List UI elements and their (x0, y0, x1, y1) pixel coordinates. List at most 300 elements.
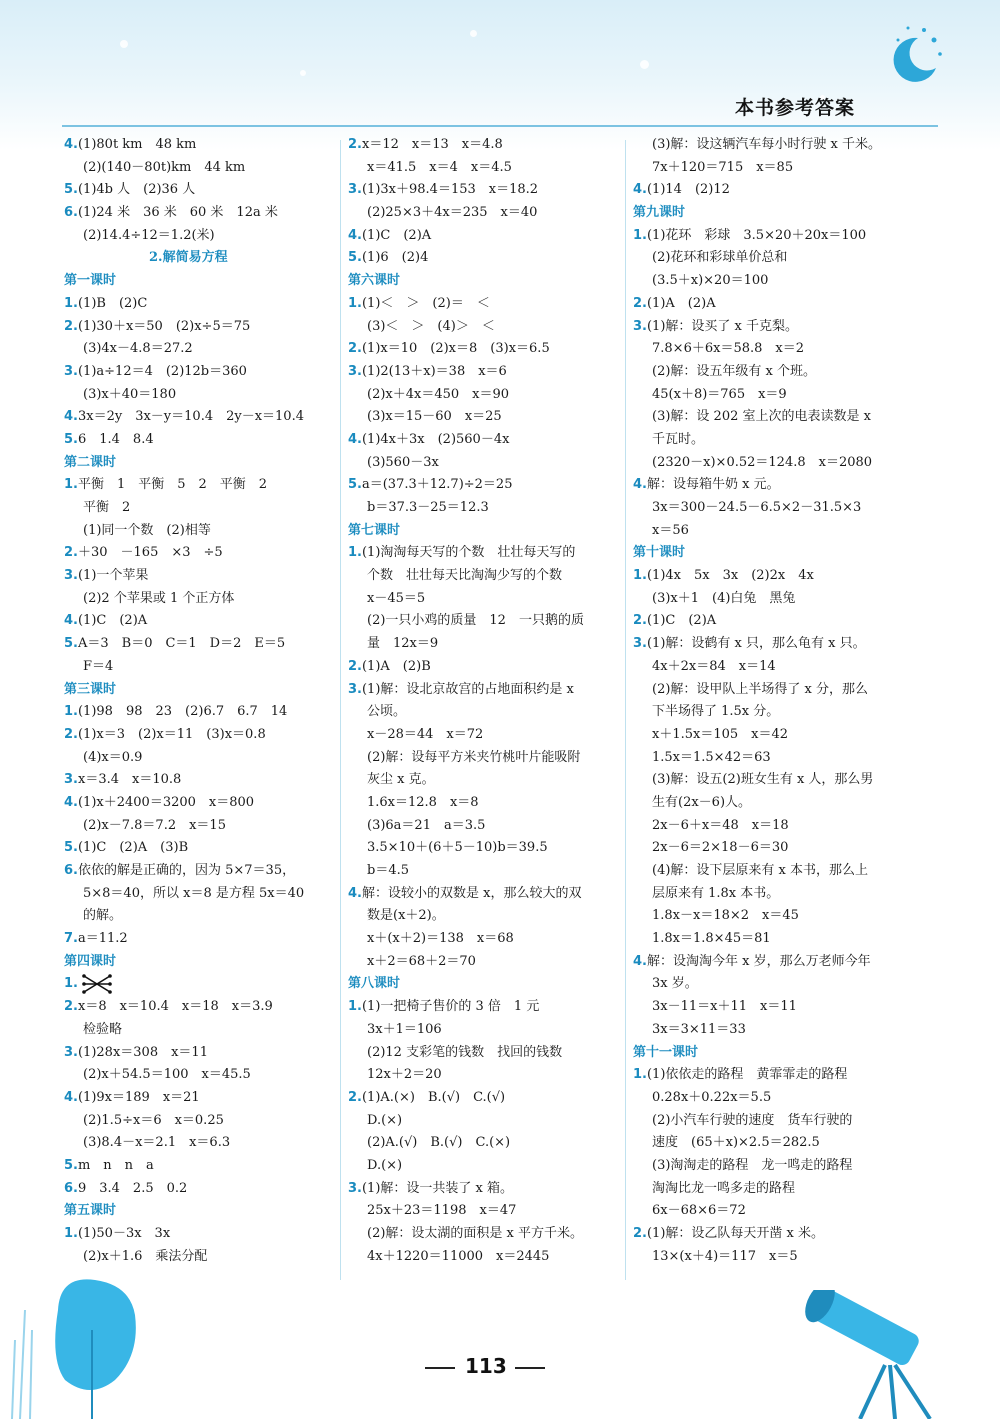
answer-item (633, 225, 933, 248)
answer-line (633, 928, 933, 951)
item-number: 3. (64, 772, 78, 788)
answer-text: A＝3 B＝0 C＝1 D＝2 E＝5 (77, 636, 286, 652)
answer-line (633, 270, 933, 293)
page-number: 113 (465, 1354, 507, 1378)
answer-text: 45(x＋8)＝765 x＝9 (652, 386, 787, 402)
answer-text: (2320－x)×0.52＝124.8 x＝2080 (652, 454, 873, 470)
answer-text: 12x＋2＝20 (367, 1067, 442, 1083)
answer-text: 灰尘 x 克。 (367, 772, 435, 788)
answer-text: 3x－11＝x＋11 x＝11 (652, 999, 797, 1015)
answer-line (633, 1132, 933, 1155)
item-number: 2. (348, 137, 362, 152)
answer-line (348, 588, 618, 611)
answer-text: 6x－68×6＝72 (652, 1203, 746, 1219)
answer-item (348, 134, 618, 157)
answer-text: (1)a÷12＝4 (2)12b＝360 (77, 363, 247, 379)
answer-text: (3)解：设这辆汽车每小时行驶 x 千米。 (652, 137, 882, 152)
answer-text: x＋1.5x＝105 x＝42 (652, 726, 789, 742)
answer-item (64, 474, 334, 497)
answer-line (348, 406, 618, 429)
item-number: 1. (348, 545, 362, 561)
answer-line (64, 588, 334, 611)
answer-line (633, 157, 933, 180)
answer-text: 4x＋1220＝11000 x＝2445 (367, 1248, 550, 1264)
answer-text: (1)一把椅子售价的 3 倍 1 元 (361, 999, 540, 1015)
answer-text: 淘淘比龙一鸣多走的路程 (652, 1180, 796, 1196)
answer-line (633, 1246, 933, 1269)
answer-text: (3)x＋1 (4)白兔 黑兔 (652, 590, 796, 606)
answer-text: (1)依依走的路程 黄霏霏走的路程 (646, 1067, 848, 1083)
moon-icon (878, 20, 948, 90)
item-number: 2. (348, 658, 362, 674)
answer-line (633, 452, 933, 475)
answer-text: (1)50－3x 3x (77, 1226, 171, 1241)
answer-text: (2)12 支彩笔的钱数 找回的钱数 (367, 1044, 563, 1060)
lamp-illustration (0, 1270, 170, 1419)
answer-line (64, 1064, 334, 1087)
answer-item (633, 610, 933, 633)
answer-line (348, 1042, 618, 1065)
answer-item (348, 1178, 618, 1201)
answer-item (633, 565, 933, 588)
answer-item (633, 316, 933, 339)
answer-line (348, 701, 618, 724)
answer-line (348, 565, 618, 588)
answer-text: (1)x＋2400＝3200 x＝800 (77, 794, 255, 810)
answer-text: 1.6x＝12.8 x＝8 (367, 794, 479, 810)
answer-text: (3)6a＝21 a＝3.5 (367, 817, 486, 833)
answer-item (348, 656, 618, 679)
item-number: 1. (64, 976, 78, 992)
section-heading: 第九课时 (633, 205, 686, 221)
answer-line (633, 247, 933, 270)
answer-text: 7x＋120＝715 x＝85 (652, 159, 794, 175)
answer-line (64, 497, 334, 520)
answer-item (348, 361, 618, 384)
answer-text: (3)x＝15－60 x＝25 (367, 409, 502, 425)
snow-dot (640, 60, 649, 69)
answer-line (64, 157, 334, 180)
answer-text: 5×8＝40，所以 x＝8 是方程 5x＝40 (83, 885, 305, 901)
column-divider (340, 140, 341, 1280)
answer-item (348, 338, 618, 361)
answer-text: (1)6 (2)4 (361, 250, 429, 266)
item-number: 1. (64, 477, 78, 493)
answer-line (633, 134, 933, 157)
answer-text: (2)解：设太湖的面积是 x 平方千米。 (367, 1226, 584, 1241)
answer-text: x＋2＝68＋2＝70 (367, 953, 476, 969)
answer-line (348, 1246, 618, 1269)
answer-line (348, 384, 618, 407)
answer-text: (3)解：设五(2)班女生有 x 人，那么男 (652, 772, 874, 788)
answer-line (348, 928, 618, 951)
answer-text: 个数 壮壮每天比淘淘少写的个数 (367, 568, 563, 584)
answer-item (64, 792, 334, 815)
answer-line (64, 338, 334, 361)
answer-text: (1)一个苹果 (77, 568, 149, 584)
answer-line (348, 792, 618, 815)
answer-line (64, 1019, 334, 1042)
answer-column-3 (633, 134, 933, 1268)
answer-item (64, 701, 334, 724)
answer-column-1 (64, 134, 334, 1268)
item-number: 2. (633, 613, 647, 629)
answer-item (348, 883, 618, 906)
snow-dot (120, 40, 128, 48)
answer-line (348, 905, 618, 928)
answer-line (633, 406, 933, 429)
answer-item (348, 1087, 618, 1110)
item-number: 5. (64, 840, 78, 856)
answer-text: (1)C (2)A (77, 613, 148, 629)
answer-line (348, 1019, 618, 1042)
item-number: 4. (64, 409, 78, 425)
answer-text: (2)25×3＋4x＝235 x＝40 (367, 205, 538, 221)
item-number: 3. (64, 568, 78, 584)
answer-text: 生有(2x－6)人。 (652, 794, 752, 810)
item-number: 2. (64, 999, 78, 1015)
answer-text: (1)解：设买了 x 千克梨。 (646, 318, 798, 334)
answer-text: 1.5x＝1.5×42＝63 (652, 749, 771, 765)
item-number: 5. (348, 477, 362, 493)
answer-line (348, 1155, 618, 1178)
item-number: 3. (348, 182, 362, 198)
answer-item (64, 633, 334, 656)
item-number: 2. (633, 295, 647, 311)
answer-text: 公顷。 (367, 704, 407, 720)
item-number: 3. (348, 1180, 362, 1196)
section-heading: 第八课时 (348, 976, 401, 992)
answer-line (64, 1132, 334, 1155)
answer-line (633, 1087, 933, 1110)
answer-text: (1)A.(×) B.(√) C.(√) (361, 1089, 506, 1105)
answer-line (633, 1178, 933, 1201)
answer-line (633, 815, 933, 838)
answer-line (633, 905, 933, 928)
item-number: 1. (348, 295, 362, 311)
answer-text: 6 1.4 8.4 (77, 431, 154, 447)
answer-line (633, 837, 933, 860)
item-number: 4. (64, 613, 78, 629)
answer-text: 层原来有 1.8x 本书。 (652, 885, 780, 901)
item-number: 4. (633, 477, 647, 493)
answer-item (348, 247, 618, 270)
answer-line (633, 361, 933, 384)
answer-item (348, 225, 618, 248)
answer-line (64, 384, 334, 407)
answer-item (64, 406, 334, 429)
item-number: 2. (64, 318, 78, 334)
item-number: 4. (348, 227, 362, 243)
answer-text: (1)花环 彩球 3.5×20＋20x＝100 (646, 227, 867, 243)
page-title: 本书参考答案 (735, 97, 856, 119)
answer-text: 1.8x－x＝18×2 x＝45 (652, 908, 799, 924)
answer-text: (1)9x＝189 x＝21 (77, 1089, 200, 1105)
item-number: 2. (64, 545, 78, 561)
answer-line (633, 1200, 933, 1223)
answer-line (633, 973, 933, 996)
answer-line (348, 316, 618, 339)
item-number: 5. (64, 1157, 78, 1173)
answer-line (64, 883, 334, 906)
answer-text: (4)解：设下层原来有 x 本书，那么上 (652, 863, 869, 878)
answer-text: 平衡 1 平衡 5 2 平衡 2 (77, 477, 268, 493)
answer-text: (1)＜ ＞ (2)＝ ＜ (361, 295, 490, 311)
item-number: 4. (633, 182, 647, 198)
answer-text: (1)C (2)A (3)B (77, 840, 189, 856)
chapter-heading: 2.解简易方程 (149, 250, 228, 266)
answer-line (348, 860, 618, 883)
answer-item (64, 996, 334, 1019)
answer-text: 25x＋23＝1198 x＝47 (367, 1203, 517, 1219)
answer-text: (1)A (2)B (361, 658, 431, 674)
answer-item (64, 724, 334, 747)
answer-text: (1)解：设北京故宫的占地面积约是 x (361, 681, 574, 697)
answer-text: (1)4b 人 (2)36 人 (77, 182, 196, 198)
item-number: 3. (633, 318, 647, 334)
item-number: 1. (64, 704, 78, 720)
answer-text: (1)A (2)A (646, 295, 716, 311)
answer-line (64, 656, 334, 679)
item-number: 3. (64, 1044, 78, 1060)
answer-text: (1)解：设鹤有 x 只，那么龟有 x 只。 (646, 636, 866, 652)
item-number: 3. (633, 636, 647, 652)
answer-line (633, 769, 933, 792)
answer-text: x＝56 (652, 522, 689, 538)
answer-text: (2)解：设每平方米夹竹桃叶片能吸附 (367, 749, 581, 765)
answer-text: (2)解：设甲队上半场得了 x 分，那么 (652, 681, 869, 697)
snow-dot (300, 70, 306, 76)
answer-text: (2)x＋54.5＝100 x＝45.5 (83, 1067, 251, 1083)
answer-item (64, 542, 334, 565)
answer-text: (3.5＋x)×20＝100 (652, 273, 769, 289)
answer-text: x－45＝5 (367, 590, 426, 606)
answer-line (633, 883, 933, 906)
answer-text: (2)小汽车行驶的速度 货车行驶的 (652, 1112, 853, 1128)
answer-text: x＋(x＋2)＝138 x＝68 (367, 931, 514, 947)
answer-text: x＝8 x＝10.4 x＝18 x＝3.9 (77, 999, 273, 1015)
answer-line (633, 679, 933, 702)
answer-text: m n n a (77, 1157, 154, 1173)
answer-item (348, 429, 618, 452)
answer-item (64, 565, 334, 588)
answer-line (633, 429, 933, 452)
answer-line (64, 520, 334, 543)
answer-text: (1)4x 5x 3x (2)2x 4x (646, 568, 814, 584)
answer-text: (2)花环和彩球单价总和 (652, 250, 788, 266)
answer-text: 4x＋2x＝84 x＝14 (652, 658, 776, 674)
answer-text: (1)30＋x＝50 (2)x÷5＝75 (77, 318, 251, 334)
answer-line (633, 338, 933, 361)
answer-text: (2)x＋1.6 乘法分配 (83, 1248, 208, 1264)
answer-text: 1.8x＝1.8×45＝81 (652, 931, 771, 947)
item-number: 1. (633, 568, 647, 584)
answer-text: 检验略 (83, 1021, 123, 1037)
answer-line (348, 815, 618, 838)
item-number: 7. (64, 931, 78, 947)
answer-text: (1)x＝10 (2)x＝8 (3)x＝6.5 (361, 341, 550, 357)
answer-text: a＝(37.3＋12.7)÷2＝25 (361, 477, 513, 493)
answer-item (348, 679, 618, 702)
answer-text: 3.5×10＋(6＋5－10)b＝39.5 (367, 840, 548, 856)
section-heading: 第五课时 (64, 1203, 117, 1219)
matching-lines-diagram (82, 974, 112, 994)
answer-line (64, 747, 334, 770)
answer-text: (3)解：设 202 室上次的电表读数是 x (652, 409, 871, 425)
answer-text: 3x＋1＝106 (367, 1021, 442, 1037)
section-heading: 第一课时 (64, 273, 117, 289)
answer-text: a＝11.2 (77, 931, 128, 947)
item-number: 5. (348, 250, 362, 266)
answer-text: 3x＝300－24.5－6.5×2－31.5×3 (652, 500, 862, 515)
answer-text: (2)2 个苹果或 1 个正方体 (83, 590, 235, 606)
answer-text: (1)解：设一共装了 x 箱。 (361, 1180, 513, 1196)
section-heading: 第二课时 (64, 454, 117, 470)
answer-text: (1)80t km 48 km (77, 137, 197, 152)
answer-item (64, 860, 334, 883)
answer-item (633, 293, 933, 316)
answer-line (348, 1110, 618, 1133)
answer-text: (1)4x＋3x (2)560－4x (361, 431, 510, 447)
answer-item (64, 1178, 334, 1201)
answer-text: (1)淘淘每天写的个数 壮壮每天写的 (361, 545, 576, 561)
telescope-illustration (790, 1290, 990, 1419)
answer-line (64, 905, 334, 928)
answer-text: x＝41.5 x＝4 x＝4.5 (367, 159, 512, 175)
answer-line (633, 792, 933, 815)
answer-item (348, 474, 618, 497)
answer-text: 2x－6＝2×18－6＝30 (652, 840, 789, 856)
item-number: 6. (64, 863, 78, 878)
answer-text: (2)(140－80t)km 44 km (83, 159, 246, 175)
answer-line (348, 610, 618, 633)
answer-text: (3)淘淘走的路程 龙一鸣走的路程 (652, 1157, 853, 1173)
answer-item (64, 1155, 334, 1178)
answer-line (633, 1110, 933, 1133)
answer-text: (4)x＝0.9 (83, 749, 143, 765)
section-heading: 第四课时 (64, 953, 117, 969)
answer-text: 解：设较小的双数是 x，那么较大的双 (361, 885, 582, 901)
answer-item (64, 837, 334, 860)
section-heading: 第十课时 (633, 545, 686, 561)
answer-text: x＝12 x＝13 x＝4.8 (361, 137, 503, 152)
answer-text: 3x＝3×11＝33 (652, 1021, 746, 1037)
answer-line (633, 724, 933, 747)
answer-item (348, 293, 618, 316)
answer-text: D.(×) (367, 1112, 403, 1128)
header-background (0, 0, 1000, 150)
section-heading: 第六课时 (348, 273, 401, 289)
answer-text: 解：设淘淘今年 x 岁，那么万老师今年 (646, 953, 871, 969)
item-number: 4. (348, 885, 362, 901)
answer-line (633, 996, 933, 1019)
answer-line (64, 1246, 334, 1269)
answer-text: 9 3.4 2.5 0.2 (77, 1180, 188, 1196)
answer-line (348, 1200, 618, 1223)
answer-line (348, 1223, 618, 1246)
answer-text: (1)同一个数 (2)相等 (83, 522, 211, 538)
answer-line (633, 520, 933, 543)
answer-line (348, 633, 618, 656)
answer-line (348, 157, 618, 180)
answer-text: 3x＝2y 3x－y＝10.4 2y－x＝10.4 (77, 409, 304, 425)
page-number-dash-right (515, 1367, 545, 1369)
item-number: 3. (348, 681, 362, 697)
answer-line (348, 1132, 618, 1155)
answer-line (64, 815, 334, 838)
item-number: 2. (633, 1226, 647, 1241)
item-number: 2. (348, 341, 362, 357)
snow-dot (470, 30, 477, 37)
section-heading: 第三课时 (64, 681, 117, 697)
answer-line (633, 588, 933, 611)
answer-text: (3)560－3x (367, 454, 439, 470)
item-number: 2. (64, 726, 78, 742)
answer-text: 7.8×6＋6x＝58.8 x＝2 (652, 341, 804, 357)
answer-text: (1)C (2)A (361, 227, 432, 243)
answer-text: (2)一只小鸡的质量 12 一只鹅的质 (367, 613, 584, 629)
header-divider (62, 125, 938, 127)
item-number: 5. (64, 431, 78, 447)
answer-text: (2)A.(√) B.(√) C.(×) (367, 1135, 511, 1151)
answer-text: 下半场得了 1.5x 分。 (652, 704, 780, 720)
answer-line (633, 860, 933, 883)
answer-item (64, 429, 334, 452)
answer-text: (1)x＝3 (2)x＝11 (3)x＝0.8 (77, 726, 266, 742)
item-number: 5. (64, 636, 78, 652)
answer-text: (3)8.4－x＝2.1 x＝6.3 (83, 1135, 231, 1151)
answer-text: 0.28x＋0.22x＝5.5 (652, 1089, 772, 1105)
answer-item (64, 769, 334, 792)
answer-text: 平衡 2 (83, 500, 131, 515)
answer-item (633, 474, 933, 497)
answer-line (633, 1019, 933, 1042)
answer-text: (1)解：设乙队每天开凿 x 米。 (646, 1226, 824, 1241)
answer-item (64, 293, 334, 316)
answer-text: (3)x＋40＝180 (83, 386, 177, 402)
answer-text: b＝37.3－25＝12.3 (367, 500, 489, 515)
answer-line (348, 497, 618, 520)
answer-text: 速度 (65＋x)×2.5＝282.5 (652, 1135, 820, 1151)
answer-item (64, 1042, 334, 1065)
item-number: 4. (348, 431, 362, 447)
answer-line (633, 497, 933, 520)
answer-text: (1)24 米 36 米 60 米 12a 米 (77, 205, 278, 221)
answer-line (348, 769, 618, 792)
answer-text: 13×(x＋4)＝117 x＝5 (652, 1248, 798, 1264)
answer-line (348, 951, 618, 974)
answer-text: b＝4.5 (367, 863, 409, 878)
answer-text: (1)28x＝308 x＝11 (77, 1044, 208, 1060)
answer-text: (1)C (2)A (646, 613, 717, 629)
answer-text: D.(×) (367, 1157, 403, 1173)
answer-line (633, 1155, 933, 1178)
answer-line (64, 225, 334, 248)
section-heading: 第十一课时 (633, 1044, 699, 1060)
answer-text: (1)2(13＋x)＝38 x＝6 (361, 363, 507, 379)
answer-text: ＋30 －165 ×3 ÷5 (77, 545, 223, 561)
answer-text: 千瓦时。 (652, 431, 705, 447)
answer-text: (2)1.5÷x＝6 x＝0.25 (83, 1112, 224, 1128)
answer-line (348, 452, 618, 475)
item-number: 4. (64, 1089, 78, 1105)
answer-text: (1)B (2)C (77, 295, 148, 311)
answer-text: x＝3.4 x＝10.8 (77, 772, 182, 788)
answer-line (348, 837, 618, 860)
item-number: 1. (64, 1226, 78, 1241)
answer-item (633, 1223, 933, 1246)
answer-item (64, 610, 334, 633)
